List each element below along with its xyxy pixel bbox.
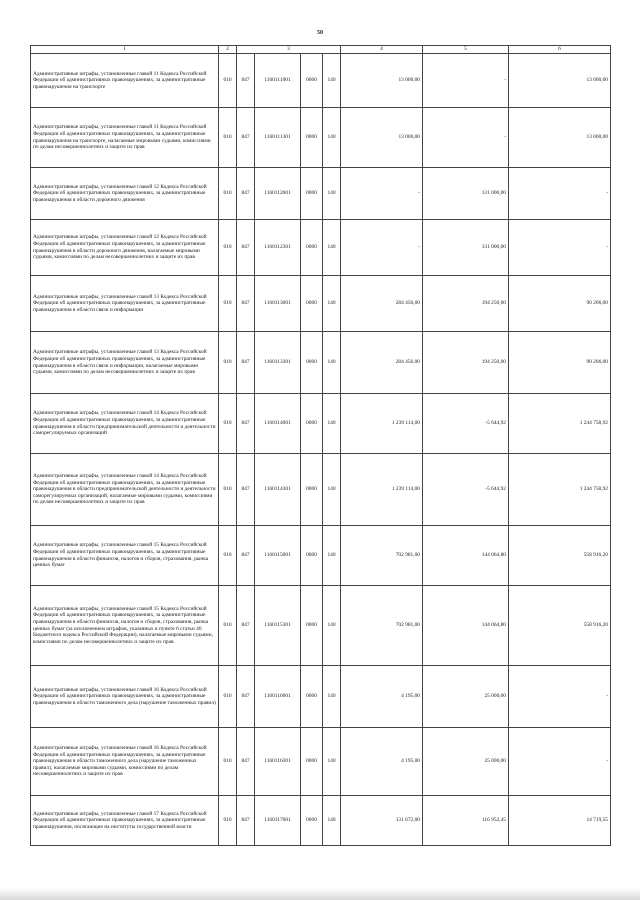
value-unexecuted: 13 000,00 xyxy=(509,108,611,168)
chapter-code: 847 xyxy=(237,220,255,276)
value-executed: 194 250,00 xyxy=(423,276,509,332)
value-executed: - xyxy=(423,54,509,108)
chapter-code: 847 xyxy=(237,526,255,586)
revenue-code: 1160116001 xyxy=(255,666,301,728)
chapter-code: 847 xyxy=(237,54,255,108)
table-row xyxy=(31,796,611,846)
table-row xyxy=(31,526,611,586)
value-unexecuted: 14 719,55 xyxy=(509,796,611,846)
admin-code: 010 xyxy=(219,54,237,108)
value-executed: 131 000,00 xyxy=(423,220,509,276)
value-unexecuted: 1 244 758,92 xyxy=(509,394,611,454)
table-row xyxy=(31,220,611,276)
value-approved: 284 456,00 xyxy=(341,332,423,394)
program-code: 0000 xyxy=(301,276,323,332)
admin-code: 010 xyxy=(219,586,237,666)
revenue-code: 1160112001 xyxy=(255,168,301,220)
table-row xyxy=(31,168,611,220)
admin-code: 010 xyxy=(219,108,237,168)
row-description: Административные штрафы, установленные главой 12 Кодекса Российской Федерации об административных правонарушениях, за административные правонарушения в области дорожного движения xyxy=(31,168,219,220)
revenue-code: 1160111001 xyxy=(255,54,301,108)
header-col-6: 6 xyxy=(509,46,611,54)
row-description: Административные штрафы, установленные главой 15 Кодекса Российской Федерации об административных правонарушениях, за административные правонарушения в области финансов, налогов и сборов, страхования, рынка ценных бумаг xyxy=(31,526,219,586)
value-approved: 702 981,00 xyxy=(341,526,423,586)
revenue-code: 1160113301 xyxy=(255,332,301,394)
value-approved: 284 456,00 xyxy=(341,276,423,332)
revenue-code: 1160115001 xyxy=(255,526,301,586)
row-description: Административные штрафы, установленные главой 11 Кодекса Российской Федерации об административных правонарушениях, за административные правонарушения на транспорте xyxy=(31,54,219,108)
value-approved: 4 195,00 xyxy=(341,728,423,796)
page-number: 50 xyxy=(317,30,323,36)
value-executed: -5 644,92 xyxy=(423,394,509,454)
admin-code: 010 xyxy=(219,796,237,846)
chapter-code: 847 xyxy=(237,728,255,796)
table-row xyxy=(31,276,611,332)
economic-code: 140 xyxy=(323,394,341,454)
economic-code: 140 xyxy=(323,586,341,666)
admin-code: 010 xyxy=(219,332,237,394)
economic-code: 140 xyxy=(323,276,341,332)
program-code: 0000 xyxy=(301,332,323,394)
chapter-code: 847 xyxy=(237,454,255,526)
chapter-code: 847 xyxy=(237,586,255,666)
value-unexecuted: - xyxy=(509,168,611,220)
header-col-4: 4 xyxy=(341,46,423,54)
economic-code: 140 xyxy=(323,454,341,526)
value-unexecuted: 558 916,20 xyxy=(509,526,611,586)
header-col-5: 5 xyxy=(423,46,509,54)
table-row xyxy=(31,666,611,728)
value-approved: 4 195,00 xyxy=(341,666,423,728)
value-unexecuted: 558 916,20 xyxy=(509,586,611,666)
value-approved: 702 981,00 xyxy=(341,586,423,666)
row-description: Административные штрафы, установленные главой 15 Кодекса Российской Федерации об административных правонарушениях, за административные правонарушения в области финансов, налогов и сборов, страхования, рынка ценных бумаг (за исключением штрафов, указанных в пункте 6 статьи 46 Бюджетного кодекса Российской Федерации), налагаемые мировыми судьями, комиссиями по делам несовершеннолетних и защите их прав xyxy=(31,586,219,666)
report-table xyxy=(30,45,611,846)
chapter-code: 847 xyxy=(237,168,255,220)
table-row xyxy=(31,54,611,108)
program-code: 0000 xyxy=(301,586,323,666)
value-executed: 116 952,45 xyxy=(423,796,509,846)
economic-code: 140 xyxy=(323,54,341,108)
value-executed: 25 000,00 xyxy=(423,728,509,796)
revenue-code: 1160115301 xyxy=(255,586,301,666)
row-description: Административные штрафы, установленные главой 14 Кодекса Российской Федерации об административных правонарушениях, за административные правонарушения в области предпринимательской деятельности и деятельности саморегулируемых организаций xyxy=(31,394,219,454)
admin-code: 010 xyxy=(219,220,237,276)
admin-code: 010 xyxy=(219,168,237,220)
revenue-code: 1160116301 xyxy=(255,728,301,796)
admin-code: 010 xyxy=(219,276,237,332)
value-executed: - xyxy=(423,108,509,168)
program-code: 0000 xyxy=(301,108,323,168)
header-col-2: 2 xyxy=(219,46,237,54)
value-unexecuted: 90 206,00 xyxy=(509,332,611,394)
program-code: 0000 xyxy=(301,54,323,108)
program-code: 0000 xyxy=(301,168,323,220)
value-unexecuted: - xyxy=(509,220,611,276)
admin-code: 010 xyxy=(219,394,237,454)
revenue-code: 1160112301 xyxy=(255,220,301,276)
table-row xyxy=(31,108,611,168)
economic-code: 140 xyxy=(323,728,341,796)
row-description: Административные штрафы, установленные главой 11 Кодекса Российской Федерации об административных правонарушениях, за административные правонарушения на транспорте, налагаемые мировыми судьями, комиссиями по делам несовершеннолетних и защите их прав xyxy=(31,108,219,168)
value-approved: 131 672,00 xyxy=(341,796,423,846)
header-col-1: 1 xyxy=(31,46,219,54)
admin-code: 010 xyxy=(219,666,237,728)
row-description: Административные штрафы, установленные главой 16 Кодекса Российской Федерации об административных правонарушениях, за административные правонарушения в области таможенного дела (нарушение таможенных правил) xyxy=(31,666,219,728)
revenue-code: 1160111301 xyxy=(255,108,301,168)
value-approved: - xyxy=(341,220,423,276)
value-unexecuted: - xyxy=(509,728,611,796)
value-approved: 13 000,00 xyxy=(341,108,423,168)
value-executed: 194 250,00 xyxy=(423,332,509,394)
value-unexecuted: - xyxy=(509,666,611,728)
economic-code: 140 xyxy=(323,168,341,220)
program-code: 0000 xyxy=(301,454,323,526)
program-code: 0000 xyxy=(301,394,323,454)
admin-code: 010 xyxy=(219,454,237,526)
row-description: Административные штрафы, установленные главой 13 Кодекса Российской Федерации об административных правонарушениях, за административные правонарушения в области связи и информации, налагаемые мировыми судьями, комиссиями по делам несовершеннолетних и защите их прав xyxy=(31,332,219,394)
row-description: Административные штрафы, установленные главой 14 Кодекса Российской Федерации об административных правонарушениях, за административные правонарушения в области предпринимательской деятельности и деятельности саморегулируемых организаций, налагаемые мировыми судьями, комиссиями по делам несовершеннолетних и защите их прав xyxy=(31,454,219,526)
value-approved: 1 239 114,00 xyxy=(341,454,423,526)
value-approved: - xyxy=(341,168,423,220)
table-row xyxy=(31,332,611,394)
table-row xyxy=(31,454,611,526)
program-code: 0000 xyxy=(301,796,323,846)
revenue-code: 1160114001 xyxy=(255,394,301,454)
revenue-code: 1160113001 xyxy=(255,276,301,332)
chapter-code: 847 xyxy=(237,666,255,728)
table-row xyxy=(31,586,611,666)
scan-bottom-edge xyxy=(0,888,640,900)
table-row xyxy=(31,394,611,454)
value-approved: 1 239 114,00 xyxy=(341,394,423,454)
chapter-code: 847 xyxy=(237,796,255,846)
economic-code: 140 xyxy=(323,526,341,586)
admin-code: 010 xyxy=(219,728,237,796)
program-code: 0000 xyxy=(301,728,323,796)
program-code: 0000 xyxy=(301,526,323,586)
economic-code: 140 xyxy=(323,220,341,276)
value-executed: 131 000,00 xyxy=(423,168,509,220)
header-col-3: 3 xyxy=(237,46,341,54)
revenue-code: 1160114301 xyxy=(255,454,301,526)
row-description: Административные штрафы, установленные главой 13 Кодекса Российской Федерации об административных правонарушениях, за административные правонарушения в области связи и информации xyxy=(31,276,219,332)
value-executed: -5 644,92 xyxy=(423,454,509,526)
value-executed: 144 064,80 xyxy=(423,526,509,586)
program-code: 0000 xyxy=(301,666,323,728)
value-executed: 144 064,80 xyxy=(423,586,509,666)
chapter-code: 847 xyxy=(237,108,255,168)
value-unexecuted: 1 244 758,92 xyxy=(509,454,611,526)
chapter-code: 847 xyxy=(237,276,255,332)
economic-code: 140 xyxy=(323,666,341,728)
economic-code: 140 xyxy=(323,332,341,394)
value-unexecuted: 90 206,00 xyxy=(509,276,611,332)
table-row xyxy=(31,728,611,796)
program-code: 0000 xyxy=(301,220,323,276)
row-description: Административные штрафы, установленные главой 17 Кодекса Российской Федерации об административных правонарушениях, за административные правонарушения, посягающие на институты государственной власти xyxy=(31,796,219,846)
economic-code: 140 xyxy=(323,108,341,168)
value-executed: 25 000,00 xyxy=(423,666,509,728)
chapter-code: 847 xyxy=(237,394,255,454)
revenue-code: 1160117001 xyxy=(255,796,301,846)
value-unexecuted: 13 000,00 xyxy=(509,54,611,108)
chapter-code: 847 xyxy=(237,332,255,394)
admin-code: 010 xyxy=(219,526,237,586)
header-row xyxy=(31,46,611,54)
value-approved: 13 000,00 xyxy=(341,54,423,108)
row-description: Административные штрафы, установленные главой 12 Кодекса Российской Федерации об административных правонарушениях, за административные правонарушения в области дорожного движения, налагаемые мировыми судьями, комиссиями по делам несовершеннолетних и защите их прав xyxy=(31,220,219,276)
economic-code: 140 xyxy=(323,796,341,846)
row-description: Административные штрафы, установленные главой 16 Кодекса Российской Федерации об административных правонарушениях, за административные правонарушения в области таможенного дела (нарушение таможенных правил), налагаемые мировыми судьями, комиссиями по делам несовершеннолетних и защите их прав xyxy=(31,728,219,796)
